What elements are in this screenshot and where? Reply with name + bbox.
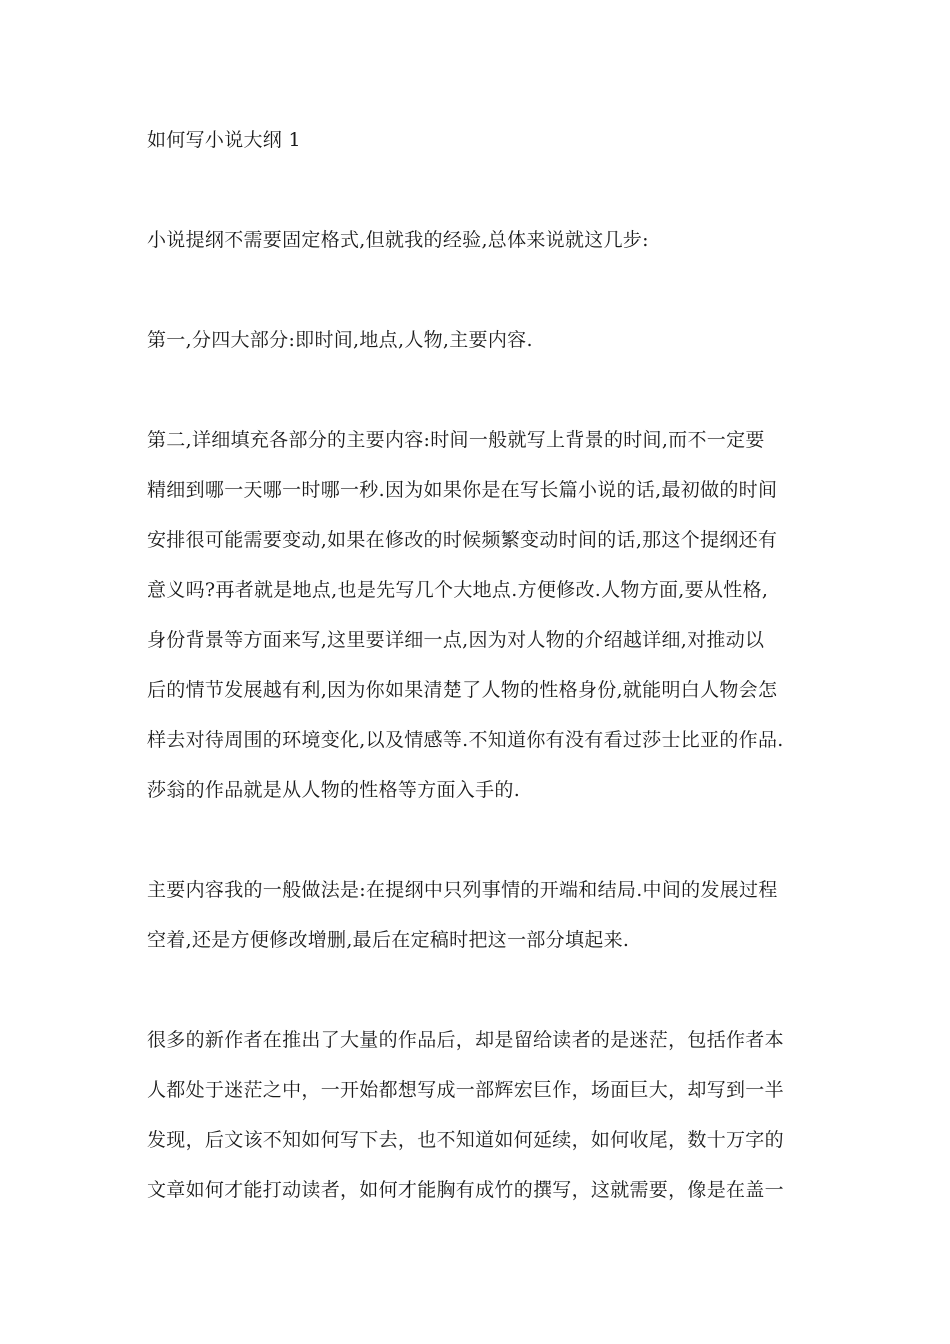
paragraph-step-two-line: 莎翁的作品就是从人物的性格等方面入手的. [147,779,521,801]
document-title: 如何写小说大纲 1 [147,129,301,151]
paragraph-step-two-line: 精细到哪一天哪一时哪一秒.因为如果你是在写长篇小说的话,最初做的时间 [147,479,778,501]
paragraph-step-two-line: 身份背景等方面来写,这里要详细一点,因为对人物的介绍越详细,对推动以 [147,629,765,651]
paragraph-step-two-line: 安排很可能需要变动,如果在修改的时候频繁变动时间的话,那这个提纲还有 [147,529,778,551]
paragraph-new-authors-line: 发现，后文该不知如何写下去，也不知道如何延续，如何收尾，数十万字的 [147,1129,784,1151]
paragraph-new-authors-line: 人都处于迷茫之中，一开始都想写成一部辉宏巨作，场面巨大，却写到一半 [147,1079,784,1101]
paragraph-step-two-line: 第二,详细填充各部分的主要内容:时间一般就写上背景的时间,而不一定要 [147,429,765,451]
paragraph-step-two-line: 意义吗?再者就是地点,也是先写几个大地点.方便修改.人物方面,要从性格, [147,579,769,601]
paragraph-intro: 小说提纲不需要固定格式,但就我的经验,总体来说就这几步: [147,229,649,251]
paragraph-new-authors-line: 很多的新作者在推出了大量的作品后，却是留给读者的是迷茫，包括作者本 [147,1029,784,1051]
paragraph-main-content-line: 空着,还是方便修改增删,最后在定稿时把这一部分填起来. [147,929,630,951]
paragraph-step-two-line: 样去对待周围的环境变化,以及情感等.不知道你有没有看过莎士比亚的作品. [147,729,784,751]
paragraph-step-one: 第一,分四大部分:即时间,地点,人物,主要内容. [147,329,533,351]
paragraph-new-authors-line: 文章如何才能打动读者，如何才能胸有成竹的撰写，这就需要，像是在盖一 [147,1179,784,1201]
paragraph-main-content-line: 主要内容我的一般做法是:在提纲中只列事情的开端和结局.中间的发展过程 [147,879,778,901]
paragraph-step-two-line: 后的情节发展越有利,因为你如果清楚了人物的性格身份,就能明白人物会怎 [147,679,778,701]
